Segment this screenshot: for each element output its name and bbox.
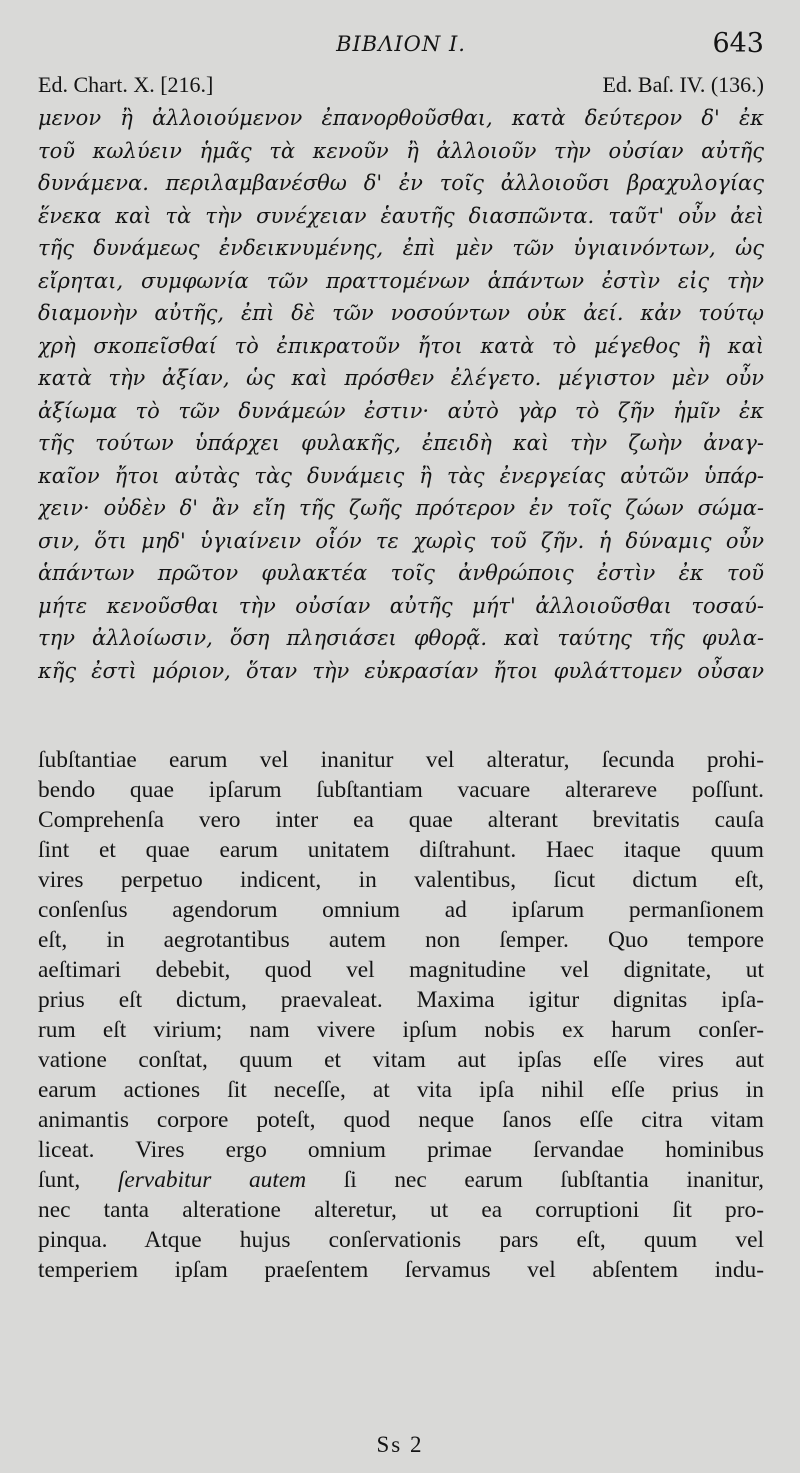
- greek-line: σιν, ὅτι μηδ' ὑγιαίνειν οἷόν τε χωρὶς τοῦ ζῆν. ἡ δύναμις οὖν: [38, 528, 764, 553]
- line-segment: Comprehenſa vero inter ea quae alterant brevitatis cauſa: [38, 807, 764, 833]
- greek-line: τῆς τούτων ὑπάρχει φυλακῆς, ἐπειδὴ καὶ τὴν ζωὴν ἀναγ-: [38, 431, 764, 455]
- line-segment: animantis corpore poteſt, quod neque ſanos eſſe citra vitam: [38, 1107, 764, 1133]
- latin-line: [38, 1165, 764, 1195]
- line-segment: rum eſt virium; nam vivere ipſum nobis ex harum conſer-: [38, 1017, 764, 1043]
- latin-line: [38, 895, 764, 925]
- line-segment: ſint et quae earum unitatem diſtrahunt. Haec itaque quum: [38, 837, 764, 863]
- latin-line: [38, 1195, 764, 1225]
- running-head: [38, 0, 764, 58]
- greek-line: μήτε κενοῦσθαι τὴν οὐσίαν αὐτῆς μήτ' ἀλλοιοῦσθαι τοσαύ-: [38, 593, 764, 618]
- greek-text-block: [38, 102, 764, 687]
- latin-line: [38, 835, 764, 865]
- greek-line: ἕνεκα καὶ τὰ τὴν συνέχειαν ἑαυτῆς διασπῶντα. ταῦτ' οὖν ἀεὶ: [38, 203, 764, 228]
- latin-line: [38, 1075, 764, 1105]
- italic-phrase: ſervabitur autem: [117, 1167, 307, 1193]
- line-segment: bendo quae ipſarum ſubſtantiam vacuare alterareve poſſunt.: [38, 777, 764, 803]
- greek-line: κῆς ἐστὶ μόριον, ὅταν τὴν εὐκρασίαν ἤτοι φυλάττομεν οὖσαν: [38, 658, 764, 683]
- line-segment: ſunt,: [38, 1167, 118, 1193]
- line-segment: conſenſus agendorum omnium ad ipſarum permanſionem: [38, 897, 764, 923]
- line-segment: temperiem ipſam praeſentem ſervamus vel abſentem indu-: [38, 1257, 764, 1283]
- line-segment: vatione conſtat, quum et vitam aut ipſas eſſe vires aut: [38, 1047, 764, 1073]
- latin-line: [38, 805, 764, 835]
- line-segment: eſt, in aegrotantibus autem non ſemper. Quo tempore: [38, 927, 764, 953]
- latin-line: [38, 865, 764, 895]
- greek-line: τοῦ κωλύειν ἡμᾶς τὰ κενοῦν ἢ ἀλλοιοῦν τὴν οὐσίαν αὐτῆς: [38, 138, 764, 163]
- line-segment: nec tanta alteratione alteretur, ut ea corruptioni ſit pro-: [38, 1197, 764, 1223]
- latin-line: [38, 1045, 764, 1075]
- greek-line: κατὰ τὴν ἀξίαν, ὡς καὶ πρόσθεν ἐλέγετο. μέγιστον μὲν οὖν: [38, 366, 764, 390]
- greek-line: χρὴ σκοπεῖσθαί τὸ ἐπικρατοῦν ἤτοι κατὰ τὸ μέγεθος ἢ καὶ: [38, 333, 764, 358]
- greek-line: τῆς δυνάμεως ἐνδεικνυμένης, ἐπὶ μὲν τῶν ὑγιαινόντων, ὡς: [38, 236, 764, 260]
- line-segment: pinqua. Atque hujus conſervationis pars eſt, quum vel: [38, 1227, 764, 1253]
- latin-line: [38, 775, 764, 805]
- running-title: BIBΛΙΟΝ Ι.: [336, 32, 466, 56]
- greek-line: χειν· οὐδὲν δ' ἂν εἴη τῆς ζωῆς πρότερον ἐν τοῖς ζώων σώμα-: [38, 496, 764, 520]
- line-segment: aeſtimari debebit, quod vel magnitudine vel dignitate, ut: [38, 957, 764, 983]
- latin-line: [38, 745, 764, 775]
- latin-line: [38, 1225, 764, 1255]
- line-segment: ſubſtantiae earum vel inanitur vel alteratur, ſecunda prohi-: [38, 747, 764, 773]
- greek-line: την ἀλλοίωσιν, ὅση πλησιάσει φθορᾷ. καὶ ταύτης τῆς φυλα-: [38, 626, 764, 650]
- edition-basel-ref: Ed. Baſ. IV. (136.): [602, 72, 764, 97]
- line-segment: vires perpetuo indicent, in valentibus, ſicut dictum eſt,: [38, 867, 764, 893]
- line-segment: ſi nec earum ſubſtantia inanitur,: [306, 1167, 764, 1193]
- latin-line: [38, 1105, 764, 1135]
- greek-line: δυνάμενα. περιλαμβανέσθω δ' ἐν τοῖς ἀλλοιοῦσι βραχυλογίας: [38, 171, 764, 195]
- latin-line: [38, 1255, 764, 1285]
- greek-line: διαμονὴν αὐτῆς, ἐπὶ δὲ τῶν νοσούντων οὐκ ἀεί. κἀν τούτῳ: [38, 301, 764, 325]
- latin-line: [38, 1015, 764, 1045]
- line-segment: prius eſt dictum, praevaleat. Maxima igitur dignitas ipſa-: [38, 987, 764, 1013]
- latin-line: [38, 985, 764, 1015]
- line-segment: earum actiones ſit neceſſe, at vita ipſa nihil eſſe prius in: [38, 1077, 764, 1103]
- edition-references: [38, 70, 764, 100]
- latin-line: [38, 925, 764, 955]
- greek-line: ἀξίωμα τὸ τῶν δυνάμεών ἐστιν· αὐτὸ γὰρ τὸ ζῆν ἡμῖν ἐκ: [38, 398, 764, 423]
- line-segment: liceat. Vires ergo omnium primae ſervandae hominibus: [38, 1137, 764, 1163]
- edition-chartier-ref: Ed. Chart. X. [216.]: [38, 72, 214, 97]
- signature-mark: Ss 2: [376, 1432, 424, 1457]
- greek-line: καῖον ἤτοι αὐτὰς τὰς δυνάμεις ἢ τὰς ἐνεργείας αὐτῶν ὑπάρ-: [38, 463, 764, 488]
- greek-line: ἁπάντων πρῶτον φυλακτέα τοῖς ἀνθρώποις ἐστὶν ἐκ τοῦ: [38, 561, 764, 585]
- latin-line: [38, 955, 764, 985]
- latin-text-block: [38, 745, 764, 1285]
- greek-line: εἴρηται, συμφωνία τῶν πραττομένων ἁπάντων ἐστὶν εἰς τὴν: [38, 268, 764, 293]
- latin-line: [38, 1135, 764, 1165]
- greek-line: μενον ἢ ἀλλοιούμενον ἐπανορθοῦσθαι, κατὰ δεύτερον δ' ἐκ: [38, 106, 764, 130]
- page-number: 643: [712, 28, 764, 59]
